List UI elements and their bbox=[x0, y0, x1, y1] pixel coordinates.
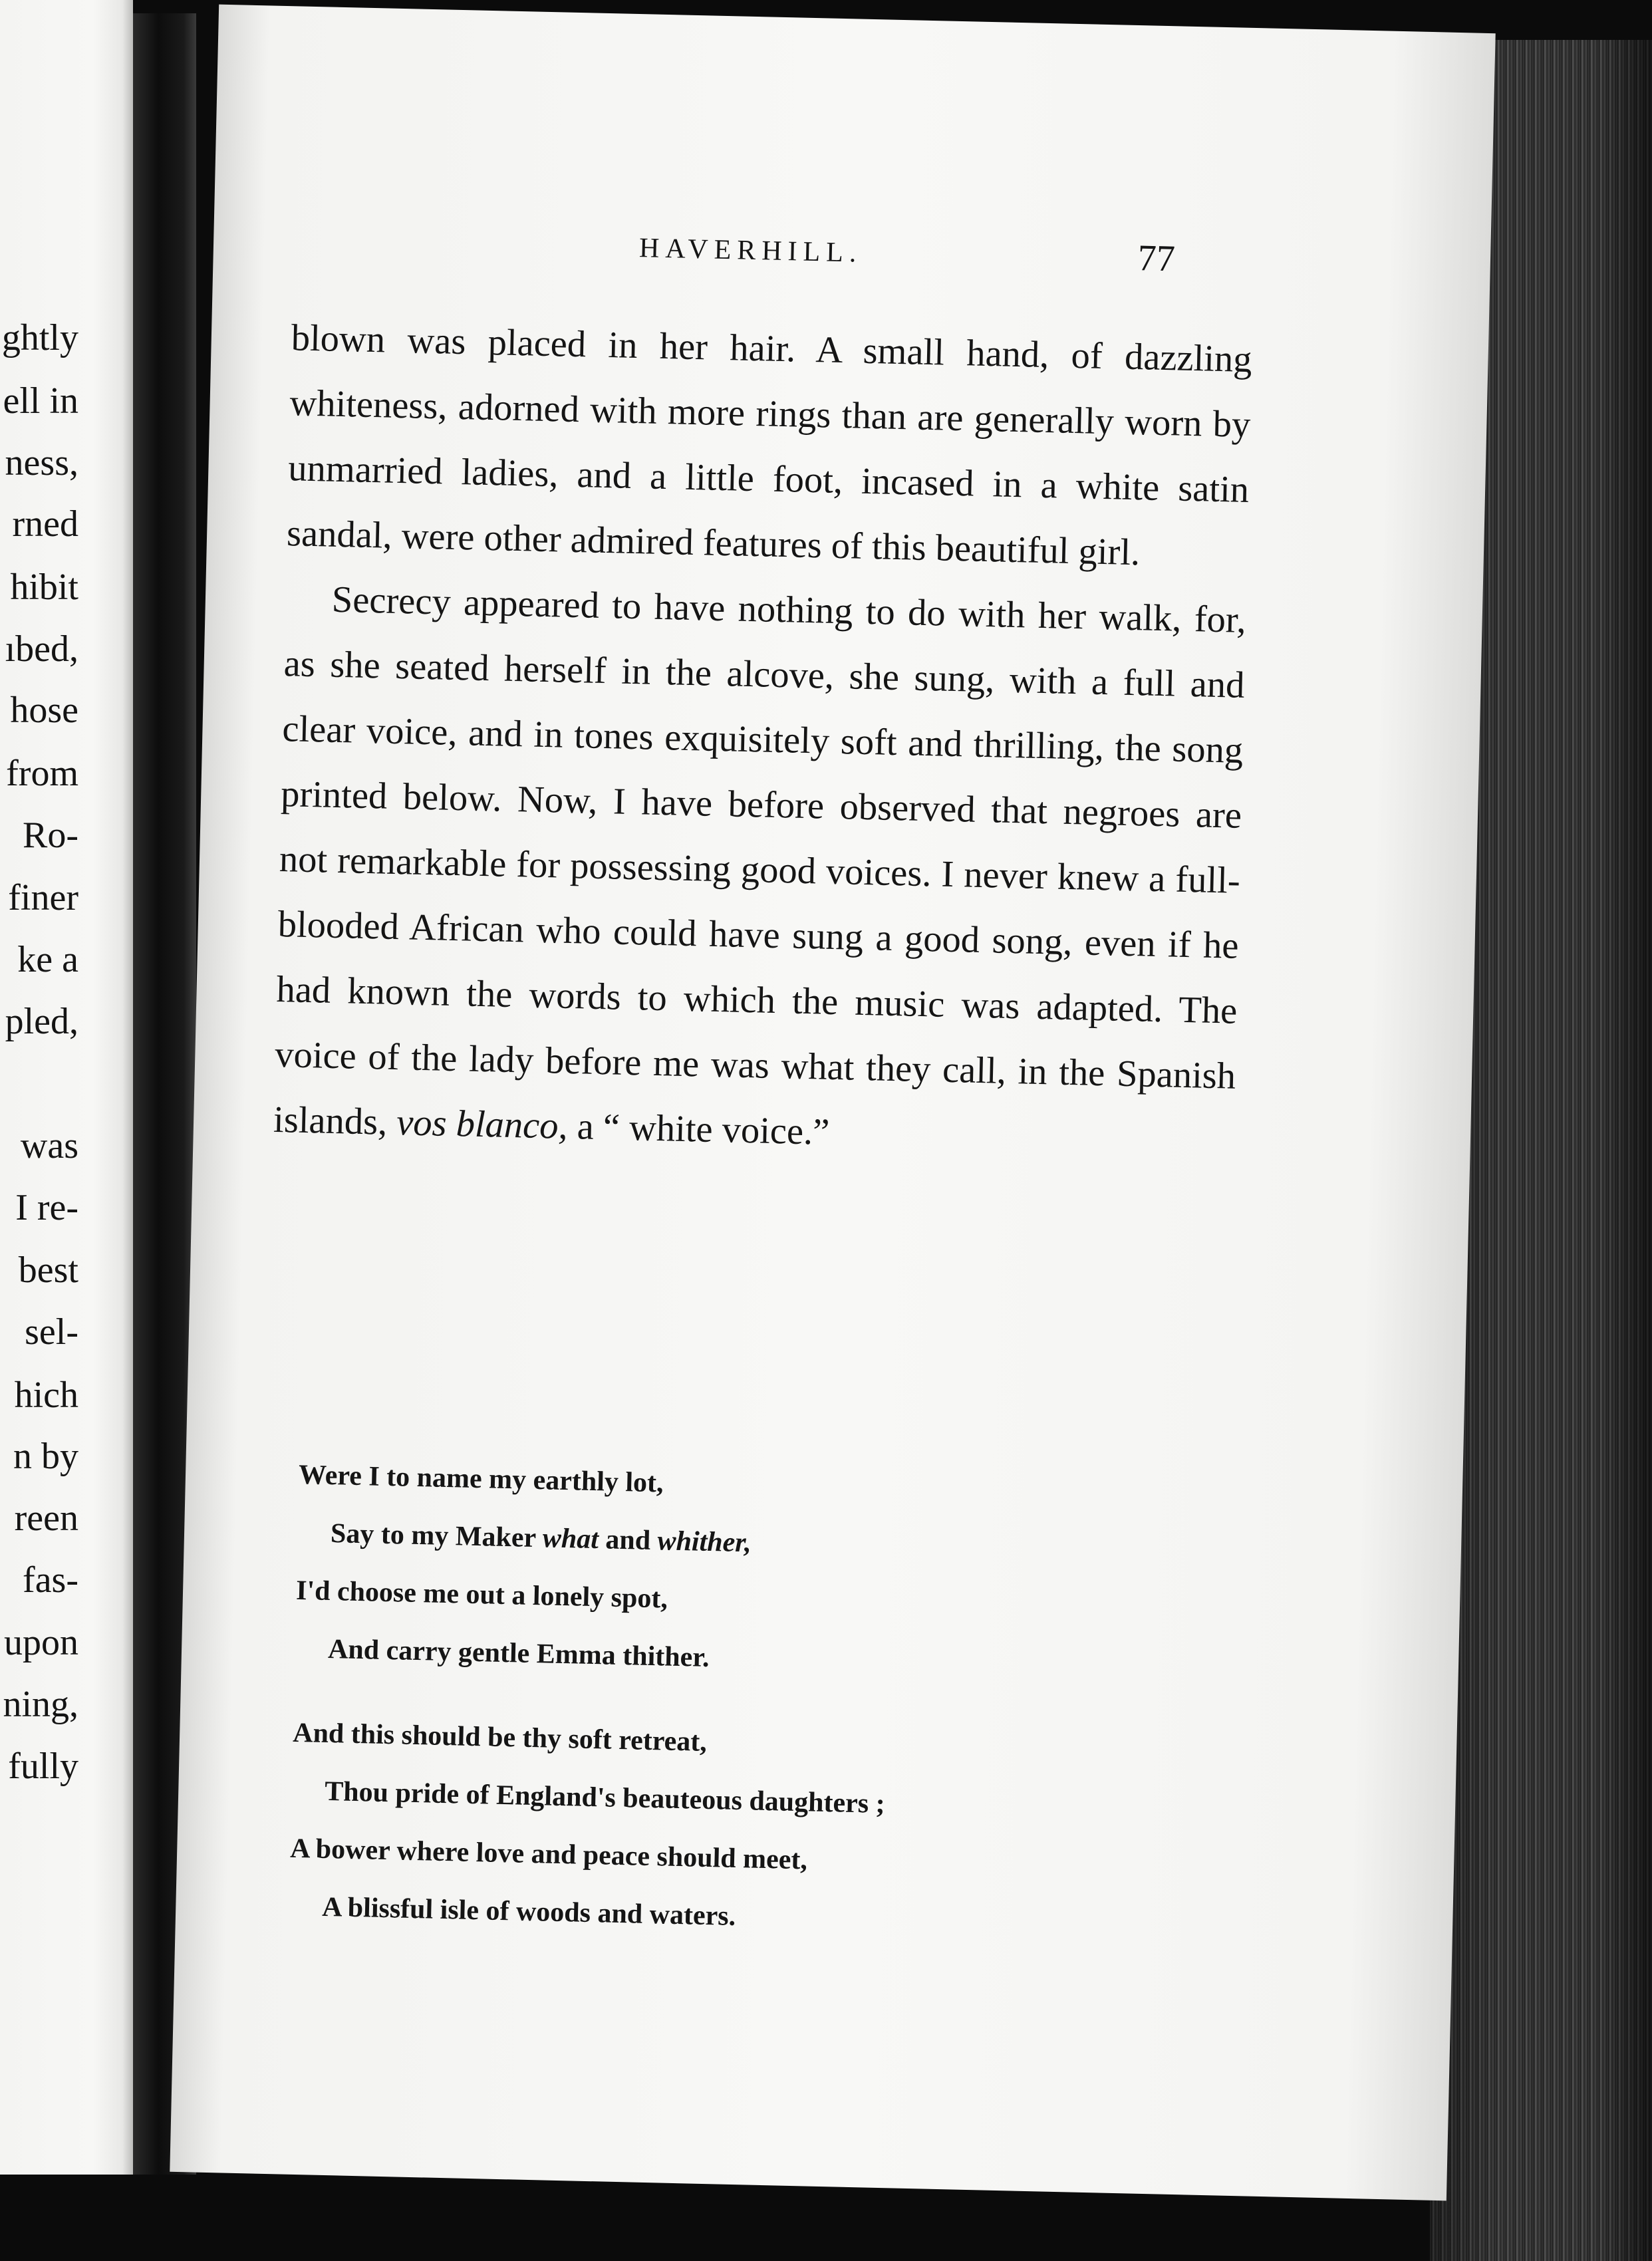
body-text bbox=[273, 305, 1253, 1174]
page-number: 77 bbox=[1137, 237, 1176, 280]
poem-stanza bbox=[288, 1704, 1091, 1954]
previous-page-line: was bbox=[20, 1125, 78, 1166]
text-run: I'd choose me out a lonely spot, bbox=[295, 1575, 668, 1615]
previous-page-line: ning, bbox=[3, 1684, 78, 1725]
previous-page-line: ness, bbox=[5, 442, 78, 483]
previous-page-line: finer bbox=[8, 877, 78, 918]
text-run: Say to my Maker bbox=[330, 1518, 543, 1554]
italic-text: what bbox=[542, 1523, 599, 1555]
previous-page-line: hose bbox=[10, 690, 78, 731]
previous-page-line: fas- bbox=[23, 1559, 78, 1601]
previous-page-line: Ro- bbox=[23, 815, 78, 856]
previous-page-line: ke a bbox=[17, 939, 78, 980]
text-run: And carry gentle Emma thither. bbox=[327, 1634, 710, 1674]
previous-page-line: I re- bbox=[15, 1187, 78, 1228]
previous-page-fragment bbox=[0, 0, 133, 2175]
text-run: Were I to name my earthly lot, bbox=[298, 1459, 664, 1499]
paragraph bbox=[273, 566, 1247, 1174]
poem-stanza bbox=[294, 1446, 1097, 1696]
paragraph bbox=[286, 305, 1253, 588]
previous-page-line: rned bbox=[12, 503, 78, 545]
text-run: blown was placed in her hair. A small hand, of dazzling whiteness, adorned with more rings than are generally worn by unmarried ladies, and a little foot, incased in a white satin sandal, were other admired features of this beautiful girl. bbox=[286, 317, 1253, 574]
previous-page-line: fully bbox=[8, 1746, 78, 1787]
text-run: A blissful isle of woods and waters. bbox=[321, 1891, 736, 1932]
text-run: Secrecy appeared to have nothing to do with her walk, for, as she seated herself in the alcove, she sung, with a full and clear voice, and in tones exquisitely soft and thrilling, the song printed below. Now, I have before observed that negroes are not remarkable for possessing good voices. I never knew a full-blooded African who could have sung a good song, even if he had known the words to which the music was adapted. The voice of the lady before me was what they call, in the Spanish islands, bbox=[273, 579, 1247, 1144]
book-page bbox=[170, 5, 1495, 2201]
previous-page-line: best bbox=[18, 1250, 78, 1291]
previous-page-line: pled, bbox=[5, 1001, 78, 1042]
previous-page-line: hich bbox=[14, 1375, 78, 1416]
poem bbox=[287, 1446, 1097, 1980]
text-run: and bbox=[598, 1524, 658, 1557]
text-run: a “ white voice.” bbox=[567, 1105, 830, 1153]
previous-page-line: ell in bbox=[3, 380, 78, 422]
running-head: HAVERHILL. bbox=[638, 233, 863, 269]
previous-page-line: sel- bbox=[25, 1311, 78, 1353]
previous-page-line: upon bbox=[4, 1622, 78, 1663]
previous-page-line: ıbed, bbox=[5, 628, 78, 670]
italic-text: vos blanco, bbox=[396, 1102, 569, 1147]
italic-text: whither, bbox=[657, 1526, 752, 1559]
previous-page-line: hibit bbox=[10, 567, 78, 608]
previous-page-line: reen bbox=[14, 1498, 78, 1539]
previous-page-line: ghtly bbox=[1, 317, 78, 358]
previous-page-line: from bbox=[6, 753, 78, 794]
text-run: Thou pride of England's beauteous daughters ; bbox=[324, 1776, 886, 1820]
previous-page-line: n by bbox=[13, 1436, 78, 1477]
text-run: And this should be thy soft retreat, bbox=[292, 1717, 708, 1758]
text-run: A bower where love and peace should meet, bbox=[289, 1833, 808, 1876]
